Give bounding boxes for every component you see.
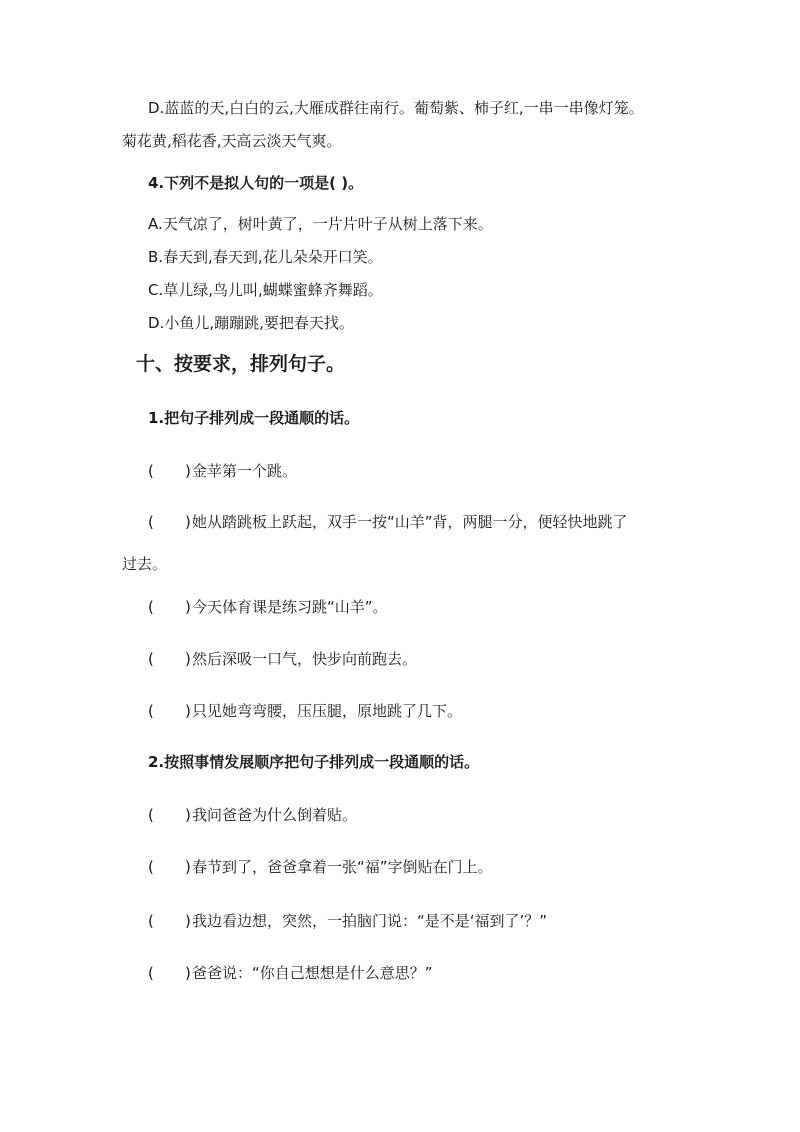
blank-open-paren: ( [148, 513, 154, 531]
sentence-text: 只见她弯弯腰，压压腿，原地跳了几下。 [192, 702, 463, 720]
blank-open-paren: ( [148, 806, 154, 824]
blank-close-paren: ) [185, 806, 191, 824]
blank-close-paren: ) [185, 513, 191, 531]
sentence-text: 然后深吸一口气，快步向前跑去。 [192, 650, 418, 668]
q3-option-d-line1: D.蓝蓝的天,白白的云,大雁成群往南行。葡萄紫、柿子红,一串一串像灯笼。 [148, 99, 644, 117]
sentence-text: 我边看边想，突然，一拍脑门说：“是不是‘福到了’？” [192, 912, 548, 930]
part1-item-2-continuation: 过去。 [122, 555, 168, 573]
blank-close-paren: ) [185, 650, 191, 668]
sentence-text: 春节到了，爸爸拿着一张“福”字倒贴在门上。 [192, 858, 493, 876]
blank-close-paren: ) [185, 598, 191, 616]
q4-question: 4.下列不是拟人句的一项是( )。 [148, 174, 364, 192]
blank-open-paren: ( [148, 650, 154, 668]
q3-option-d-line2: 菊花黄,稻花香,天高云淡天气爽。 [122, 132, 342, 150]
blank-close-paren: ) [185, 702, 191, 720]
blank-close-paren: ) [185, 912, 191, 930]
q4-option-c: C.草儿绿,鸟儿叫,蝴蝶蜜蜂齐舞蹈。 [148, 281, 383, 299]
blank-open-paren: ( [148, 598, 154, 616]
sentence-text: 我问爸爸为什么倒着贴。 [192, 806, 358, 824]
sentence-text: 金苹第一个跳。 [192, 462, 298, 480]
blank-open-paren: ( [148, 702, 154, 720]
blank-open-paren: ( [148, 964, 154, 982]
section-10-title: 十、按要求，排列句子。 [136, 353, 346, 375]
sentence-text: 今天体育课是练习跳“山羊”。 [192, 598, 388, 616]
blank-close-paren: ) [185, 858, 191, 876]
q4-option-a: A.天气凉了，树叶黄了，一片片叶子从树上落下来。 [148, 215, 493, 233]
blank-open-paren: ( [148, 858, 154, 876]
q4-option-d: D.小鱼儿,蹦蹦跳,要把春天找。 [148, 314, 354, 332]
blank-open-paren: ( [148, 912, 154, 930]
sentence-text: 爸爸说：“你自己想想是什么意思？” [192, 964, 433, 982]
part1-title: 1.把句子排列成一段通顺的话。 [148, 409, 360, 427]
q4-option-b: B.春天到,春天到,花儿朵朵开口笑。 [148, 248, 383, 266]
part2-title: 2.按照事情发展顺序把句子排列成一段通顺的话。 [148, 753, 480, 771]
blank-open-paren: ( [148, 462, 154, 480]
blank-close-paren: ) [185, 462, 191, 480]
sentence-text: 她从踏跳板上跃起，双手一按“山羊”背，两腿一分，便轻快地跳了 [192, 513, 628, 531]
blank-close-paren: ) [185, 964, 191, 982]
